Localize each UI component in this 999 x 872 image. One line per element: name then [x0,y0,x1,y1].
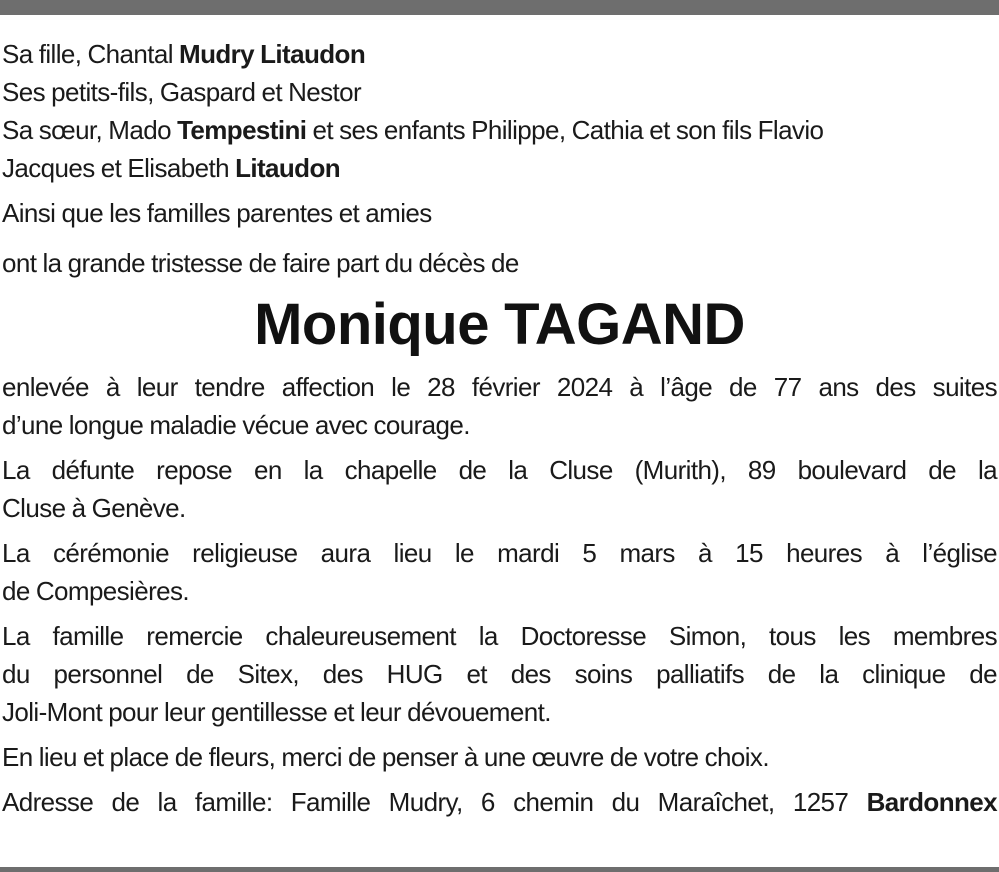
paragraph-flowers: En lieu et place de fleurs, merci de penser à une œuvre de votre choix. [2,742,769,772]
paragraph-thanks-line: Joli-Mont pour leur gentillesse et leur dévouement. [2,697,551,727]
obituary-notice [2,35,997,821]
family-line-jacques-elisabeth [2,149,997,187]
family-surname: Tempestini [177,115,307,145]
family-line-grandsons: Ses petits-fils, Gaspard et Nestor [2,77,362,107]
family-text: et ses enfants Philippe, Cathia et son fils Flavio [306,115,824,145]
bottom-rule [0,867,999,872]
family-address [2,783,997,821]
family-text: Sa fille, Chantal [2,39,180,69]
family-text: Jacques et Elisabeth [2,153,236,183]
paragraph-ceremony-line: La cérémonie religieuse aura lieu le mardi 5 mars à 15 heures à l’église [2,538,997,568]
family-line-sister [2,111,997,149]
paragraph-thanks-line: du personnel de Sitex, des HUG et des soins palliatifs de la clinique de [2,659,997,689]
announcement-line: ont la grande tristesse de faire part du décès de [2,248,519,278]
paragraph-ceremony-line: de Compesières. [2,576,190,606]
top-rule [0,0,999,15]
deceased-name: Monique TAGAND [254,292,745,357]
paragraph-repose-line: Cluse à Genève. [2,493,186,523]
family-surname: Litaudon [235,153,341,183]
family-line-relatives: Ainsi que les familles parentes et amies [2,198,432,228]
family-surname: Mudry Litaudon [179,39,366,69]
paragraph-thanks-line: La famille remercie chaleureusement la Doctoresse Simon, tous les membres [2,621,997,651]
address-town: Bardonnex [866,787,997,817]
paragraph-passing-line: enlevée à leur tendre affection le 28 février 2024 à l’âge de 77 ans des suites [2,372,997,402]
paragraph-repose-line: La défunte repose en la chapelle de la Cluse (Murith), 89 boulevard de la [2,455,997,485]
family-line-daughter [2,35,997,73]
address-text: Adresse de la famille: Famille Mudry, 6 chemin du Maraîchet, 1257 [2,787,867,817]
family-text: Sa sœur, Mado [2,115,178,145]
paragraph-passing-line: d’une longue maladie vécue avec courage. [2,410,470,440]
